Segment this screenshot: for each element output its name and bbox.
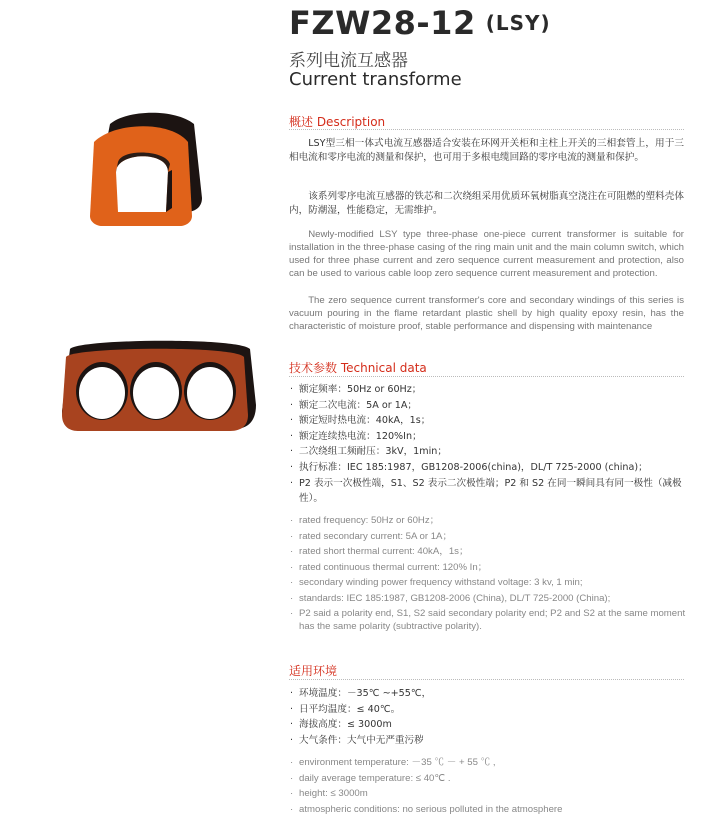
list-item: · rated short thermal current: 40kA，1s； <box>289 544 689 560</box>
list-item: · 二次绕组工频耐压：3kV，1min； <box>289 444 689 460</box>
list-item: · P2 表示一次极性端，S1、S2 表示二次极性端；P2 和 S2 在同一瞬间具有同一极性（减极性）。 <box>289 476 689 507</box>
list-item: · secondary winding power frequency withstand voltage: 3 kv, 1 min; <box>289 575 689 591</box>
technical-divider <box>289 376 684 377</box>
description-divider <box>289 129 684 130</box>
description-en-paragraph-1: Newly-modified LSY type three-phase one-piece current transformer is suitable for installation in the three-phase casing of the ring main unit and the main column switch, which used for three phase current and zero sequence current measurement and protection, also can be used to various cable loop zero sequence current measurement and protection. <box>289 229 684 279</box>
three-phase-transformer-image <box>58 335 258 435</box>
list-item: · 执行标准：IEC 185:1987，GB1208-2006(china)，DL/T 725-2000 (china)； <box>289 460 689 476</box>
description-en-paragraph-2: The zero sequence current transformer's core and secondary windings of this series is vacuum pouring in the flame retardant plastic shell by high quality epoxy resin, has the characteristic of moisture proof, stable performance and dispensing with maintenance <box>289 295 684 332</box>
description-cn-paragraph-2: 该系列零序电流互感器的铁芯和二次绕组采用优质环氧树脂真空浇注在可阻燃的塑料壳体内，防潮湿，性能稳定，无需维护。 <box>289 191 684 216</box>
list-item: · daily average temperature: ≤ 40℃ . <box>289 771 689 787</box>
list-item: · 额定频率：50Hz or 60Hz； <box>289 382 689 398</box>
model-title <box>289 4 551 42</box>
list-item: · standards: IEC 185:1987, GB1208-2006 (China), DL/T 725-2000 (China); <box>289 591 689 607</box>
list-item: · 海拔高度：≤ 3000m <box>289 717 689 733</box>
list-item: · atmospheric conditions: no serious polluted in the atmosphere <box>289 802 689 818</box>
environment-divider <box>289 679 684 680</box>
list-item: · 日平均温度：≤ 40℃。 <box>289 702 689 718</box>
list-item: · 大气条件：大气中无严重污秽 <box>289 733 689 749</box>
list-item: · height: ≤ 3000m <box>289 786 689 802</box>
technical-en-list <box>289 513 689 635</box>
technical-heading: 技术参数 Technical data <box>289 361 427 375</box>
list-item: · P2 said a polarity end, S1, S2 said secondary polarity end; P2 and S2 at the same moment has the same polarity (subtractive polarity). <box>289 607 689 635</box>
model-suffix: (LSY) <box>485 11 551 35</box>
description-heading: 概述 Description <box>289 115 386 129</box>
technical-cn-list <box>289 382 689 507</box>
list-item: · rated secondary current: 5A or 1A； <box>289 529 689 545</box>
list-item: · environment temperature: －35 ℃ － + 55 ℃ , <box>289 755 689 771</box>
english-title: Current transforme <box>289 69 462 90</box>
environment-cn-list <box>289 686 689 748</box>
list-item: · rated continuous thermal current: 120% In； <box>289 560 689 576</box>
model-number: FZW28-12 <box>289 4 476 42</box>
list-item: · 环境温度：－35℃ ~+55℃， <box>289 686 689 702</box>
chinese-title: 系列电流互感器 <box>289 51 408 71</box>
list-item: · 额定连续热电流：120%In； <box>289 429 689 445</box>
description-cn-paragraph-1: LSY型三相一体式电流互感器适合安装在环网开关柜和主柱上开关的三相套管上，用于三相电流和零序电流的测量和保护，也可用于多根电缆回路的零序电流的测量和保护。 <box>289 138 684 163</box>
list-item: · rated frequency: 50Hz or 60Hz； <box>289 513 689 529</box>
environment-heading: 适用环境 <box>289 664 338 678</box>
single-phase-transformer-image <box>88 112 208 230</box>
list-item: · 额定短时热电流：40kA，1s； <box>289 413 689 429</box>
list-item: · 额定二次电流：5A or 1A； <box>289 398 689 414</box>
environment-en-list <box>289 755 689 817</box>
